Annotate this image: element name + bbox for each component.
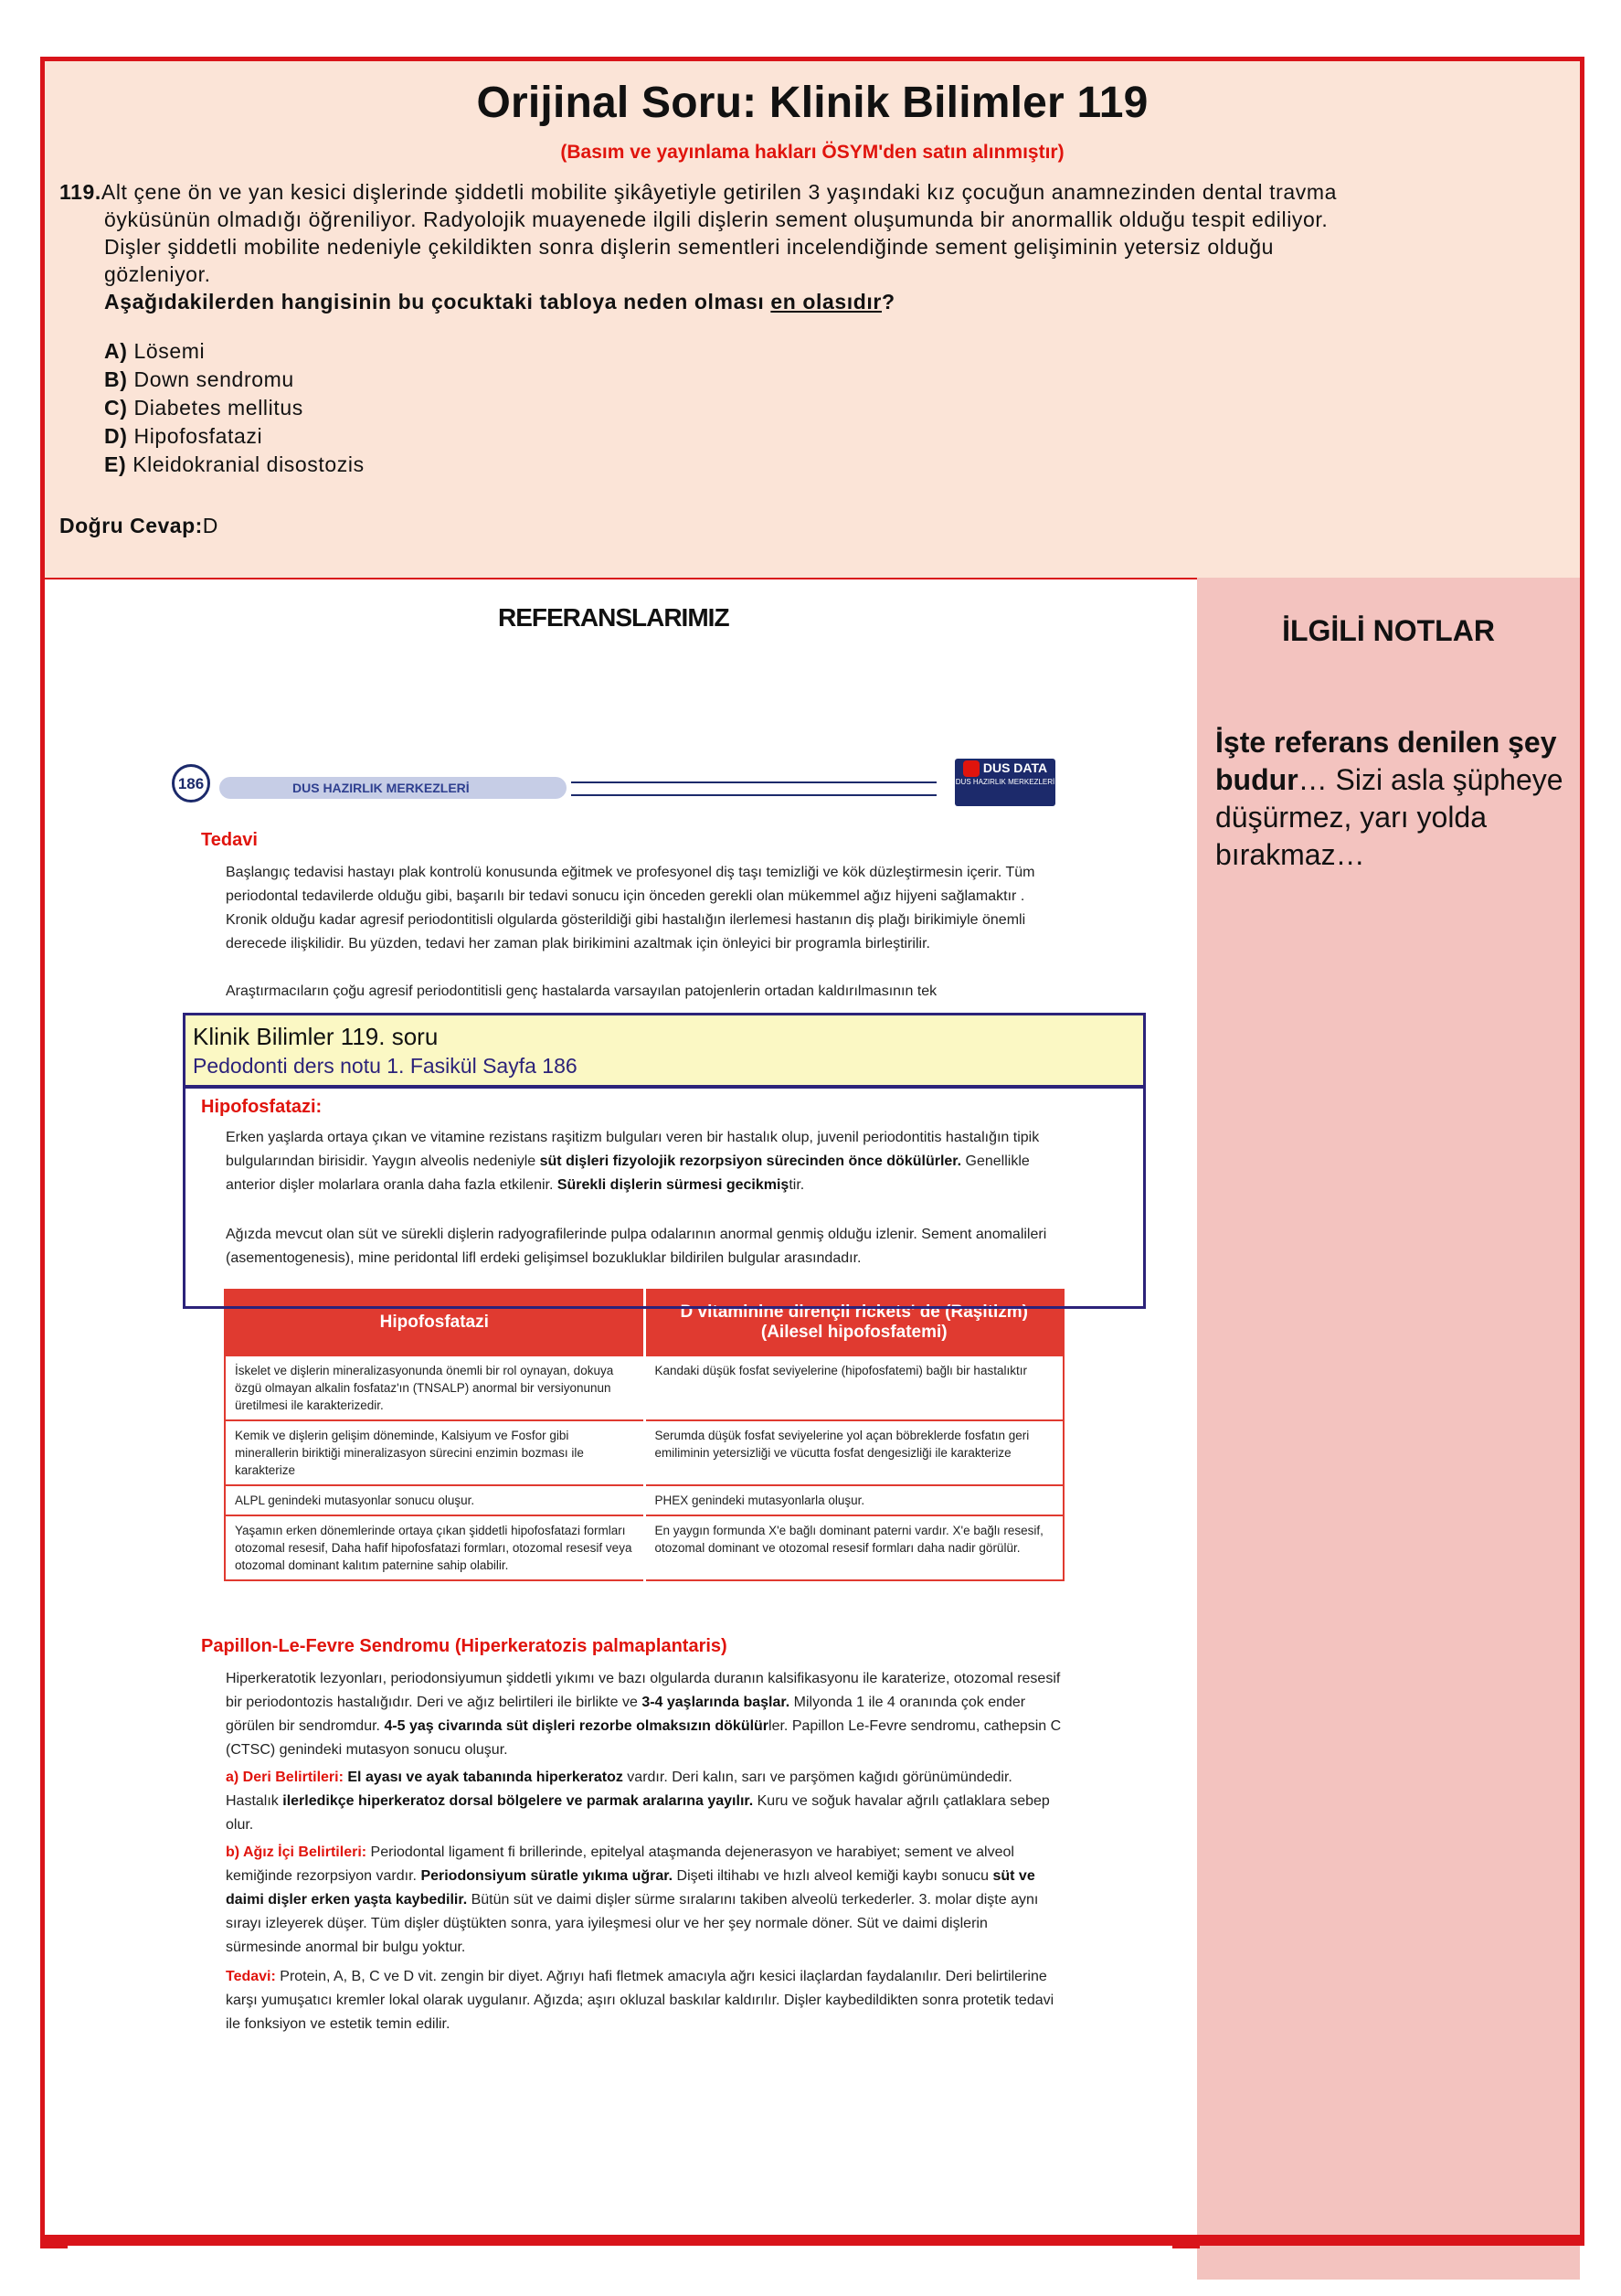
- table-header-2: D vitaminine dirençli rickets' de (Raşitizm) (Ailesel hipofosfatemi): [644, 1290, 1064, 1355]
- callout-source: Pedodonti ders notu 1. Fasikül Sayfa 186: [193, 1054, 577, 1078]
- table-header-1: Hipofosfatazi: [225, 1290, 644, 1355]
- section-heading-hipofosfatazi: Hipofosfatazi:: [201, 1097, 323, 1117]
- deri-paragraph: a) Deri Belirtileri: El ayası ve ayak tabanında hiperkeratoz vardır. Deri kalın, sarı ve parşömen kağıdı görünümündedir. Hastalık ilerledikçe hiperkeratoz dorsal bölgelere ve parmak aralarına yayılır. Kuru ve soğuk havalar ağrılı çatlaklara sebep olur.: [226, 1770, 1050, 1833]
- bottom-stub-right: [1172, 2244, 1200, 2248]
- option-a: A) Lösemi: [104, 339, 206, 363]
- copyright-note: (Basım ve yayınlama hakları ÖSYM'den satın alınmıştır): [560, 142, 1065, 163]
- question-line-1: Alt çene ön ve yan kesici dişlerinde şiddetli mobilite şikâyetiyle getirilen 3 yaşındaki kız çocuğun anamnezinden dental travma: [101, 180, 1338, 204]
- notes-body: İşte referans denilen şey budur… Sizi asla şüpheye düşürmez, yarı yolda bırakmaz…: [1215, 726, 1563, 871]
- agiz-paragraph: b) Ağız İçi Belirtileri: Periodontal ligament fi brillerinde, epitelyal ataşmanda dejenerasyon ve harabiyet; sement ve alveol kemiğinde rezorpsiyon vardır. Periodonsiyum süratle yıkıma uğrar. Dişeti iltihabı ve hızlı alveol kemiği kaybı sonucu süt ve daimi dişler erken yaşta kaybedilir. Bütün süt ve daimi dişler sürme sıralarını takiben alveolü terkederler. 3. molar dişte aynı sırayı izleyerek düşer. Tüm dişler düştükten sonra, yara iyileşmesi olur ve her şey normale döner. Süt ve daimi dişlerin sürmesinde anormal bir bulgu yoktur.: [226, 1844, 1039, 1955]
- page-number-badge: 186: [172, 764, 210, 803]
- section-heading-papillon: Papillon-Le-Fevre Sendromu (Hiperkeratozis palmaplantaris): [201, 1636, 727, 1656]
- bottom-stub-left: [40, 2244, 68, 2248]
- dusdata-logo: DUS DATA DUS HAZIRLIK MERKEZLERİ: [955, 759, 1055, 806]
- table-row: ALPL genindeki mutasyonlar sonucu oluşur. PHEX genindeki mutasyonlarla oluşur.: [225, 1485, 1064, 1515]
- question-number: 119.: [59, 180, 101, 204]
- page-title: Orijinal Soru: Klinik Bilimler 119: [476, 79, 1149, 127]
- question-line-3: Dişler şiddetli mobilite nedeniyle çekildikten sonra dişlerin sementleri incelendiğinde sement gelişiminin yetersiz olduğu: [104, 235, 1275, 259]
- question-line-2: öyküsünün olmadığı öğreniliyor. Radyolojik muayenede ilgili dişlerin sement oluşumunda bir anormallik olduğu tespit ediliyor.: [104, 207, 1329, 231]
- hipofosfatazi-paragraph-2: Ağızda mevcut olan süt ve sürekli dişlerin radyografilerinde pulpa odalarının anormal genmiş olduğu izlenir. Sement anomalileri (asementogenesis), mine peridontal lifl erdeki gelişimsel bozukluklar bildirilen bulgular arasındadır.: [226, 1227, 1047, 1266]
- bottom-rule: [40, 2235, 1584, 2246]
- hipofosfatazi-paragraph: Erken yaşlarda ortaya çıkan ve vitamine rezistans raşitizm bulguları veren bir hastalık olup, juvenil periodontitis hastalığın tipik bulgularından birisidir. Yaygın alveolis nedeniyle süt dişleri fizyolojik rezorpsiyon sürecinden önce dökülürler. Genellikle anterior dişler molarlara oranla daha fazla etkilenir. Sürekli dişlerin sürmesi gecikmiştir.: [226, 1130, 1040, 1193]
- table-row: Yaşamın erken dönemlerinde ortaya çıkan şiddetli hipofosfatazi formları otozomal resesif, Daha hafif hipofosfatazi formları, otozomal resesif veya otozomal dominant kalıtım paternine sahip olabilir. En yaygın formunda X'e bağlı dominant paterni vardır. X'e bağlı resesif, otozomal dominant ve otozomal resesif formları daha nadir görülür.: [225, 1515, 1064, 1580]
- book-header-label: DUS HAZIRLIK MERKEZLERİ: [219, 777, 567, 799]
- section-heading-tedavi: Tedavi: [201, 830, 258, 850]
- papillon-paragraph: Hiperkeratotik lezyonları, periodonsiyumun şiddetli yıkımı ve bazı olgularda duranın kalsifikasyonu ile karaterize, otozomal resesif bir periodontozis hastalığıdır. Deri ve ağız belirtileri ile birlikte ve 3-4 yaşlarında başlar. Milyonda 1 ile 4 oranında çok ender görülen bir sendromdur. 4-5 yaş civarında süt dişleri rezorbe olmaksızın dökülürler. Papillon Le-Fevre sendromu, cathepsin C (CTSC) genindeki mutasyon sonucu oluşur.: [226, 1671, 1062, 1758]
- question-ask: Aşağıdakilerden hangisinin bu çocuktaki tabloya neden olması en olasıdır?: [104, 290, 895, 314]
- references-title: REFERANSLARIMIZ: [498, 603, 729, 632]
- option-b: B) Down sendromu: [104, 367, 294, 391]
- notes-title: İLGİLİ NOTLAR: [1282, 614, 1495, 647]
- outer-frame: [40, 57, 1584, 2243]
- option-d: D) Hipofosfatazi: [104, 424, 263, 448]
- question-line-4: gözleniyor.: [104, 262, 211, 286]
- option-e: E) Kleidokranial disostozis: [104, 452, 365, 476]
- tedavi2-paragraph: Tedavi: Protein, A, B, C ve D vit. zengin bir diyet. Ağrıyı hafi fletmek amacıyla ağrı kesici ilaçlardan faydalanılır. Deri belirtilerine karşı yumuşatıcı kremler lokal olarak uygulanır. Ağızda; aşırı okluzal baskılar kaldırılır. Dişler kaybedildikten sonra protetik tedavi ile fonksiyon ve estetik temin edilir.: [226, 1969, 1054, 2032]
- table-row: İskelet ve dişlerin mineralizasyonunda önemli bir rol oynayan, dokuya özgü olmayan alkalin fosfataz'ın (TNSALP) anormal bir versiyonunun üretilmesi ile karakterizedir. Kandaki düşük fosfat seviyelerine (hipofosfatemi) bağlı bir hastalıktır: [225, 1355, 1064, 1420]
- option-c: C) Diabetes mellitus: [104, 396, 303, 420]
- callout-title: Klinik Bilimler 119. soru: [193, 1023, 439, 1050]
- table-row: Kemik ve dişlerin gelişim döneminde, Kalsiyum ve Fosfor gibi minerallerin biriktiği mineralizasyon sürecini enzimin bozması ile karakterize Serumda düşük fosfat seviyelerine yol açan böbreklerde fosfatın geri emiliminin yetersizliği ve vücutta fosfat dengesizliği ile karakterize: [225, 1420, 1064, 1485]
- correct-answer: Doğru Cevap:D: [59, 514, 218, 537]
- tedavi-paragraph-2: Araştırmacıların çoğu agresif periodontitisli genç hastalarda varsayılan patojenlerin ortadan kaldırılmasının tek: [226, 983, 938, 999]
- tedavi-paragraph: Başlangıç tedavisi hastayı plak kontrolü konusunda eğitmek ve profesyonel diş taşı temizliği ve kök düzleştirmesin içerir. Tüm periodontal tedavilerde olduğu gibi, başarılı bir tedavi sonucu için önceden gerekli olan mükemmel ağız hijyeni sağlamaktır . Kronik olduğu kadar agresif periodontitisli olgularda gösterildiği gibi hastalığın ilerlemesi hastanın diş plağı birikimiyle önemli derecede ilişkilidir. Bu yüzden, tedavi her zaman plak birikimini azaltmak için önleyici bir programla birleştirilir.: [226, 865, 1035, 951]
